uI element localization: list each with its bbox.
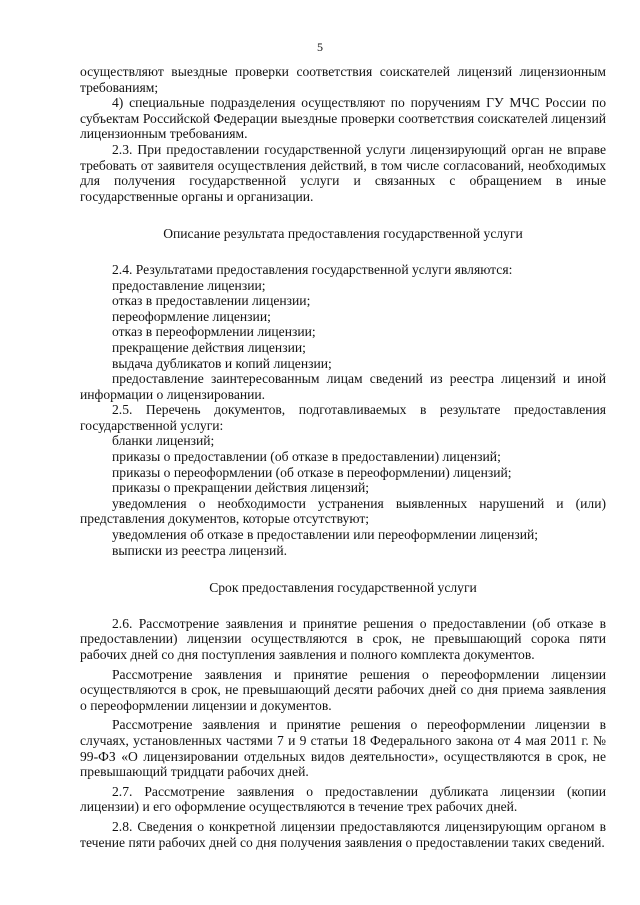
paragraph-2-5-intro: 2.5. Перечень документов, подготавливаемых в результате предоставления государственной услуги: [80, 402, 606, 433]
result-list-item: отказ в переоформлении лицензии; [112, 324, 316, 340]
paragraph-2-6: 2.6. Рассмотрение заявления и принятие решения о предоставлении (об отказе в предоставлении) лицензии осуществляются в срок, не превышающий сорока пяти рабочих дней со дня поступления заявления и полного комплекта документов. [80, 615, 606, 662]
section-heading-result: Описание результата предоставления государственной услуги [163, 226, 523, 242]
result-list-item: отказ в предоставлении лицензии; [112, 293, 311, 309]
paragraph-2-7: 2.7. Рассмотрение заявления о предоставлении дубликата лицензии (копии лицензии) и его оформление осуществляются в течение трех рабочих дней. [80, 783, 606, 815]
document-body [80, 64, 606, 850]
paragraph-2-8: 2.8. Сведения о конкретной лицензии предоставляются лицензирующим органом в течение пяти рабочих дней со дня получения заявления о предоставлении таких сведений. [80, 818, 606, 850]
document-list-item: уведомления об отказе в предоставлении или переоформлении лицензий; [112, 527, 539, 543]
paragraph-inspections-continued: осуществляют выездные проверки соответствия соискателей лицензий лицензионным требованиям; [80, 64, 606, 95]
paragraph-2-6-special-cases: Рассмотрение заявления и принятие решения о переоформлении лицензии в случаях, установленных частями 7 и 9 статьи 18 Федерального закона от 4 мая 2011 г. № 99-ФЗ «О лицензировании отдельных видов деятельности», осуществляются в срок, не превышающий тридцати рабочих дней. [80, 717, 606, 780]
paragraph-2-4-intro: 2.4. Результатами предоставления государственной услуги являются: [112, 261, 513, 277]
result-list-item: выдача дубликатов и копий лицензии; [112, 355, 332, 371]
document-list-item: бланки лицензий; [112, 433, 215, 449]
document-list-item: приказы о прекращении действия лицензий; [112, 480, 370, 496]
section-heading-term: Срок предоставления государственной услуги [209, 580, 477, 596]
document-list-item: приказы о переоформлении (об отказе в переоформлении) лицензий; [112, 464, 512, 480]
document-list-item: приказы о предоставлении (об отказе в предоставлении) лицензий; [112, 449, 501, 465]
result-list-item: предоставление заинтересованным лицам сведений из реестра лицензий и иной информации о лицензировании. [80, 371, 606, 402]
document-list-item: выписки из реестра лицензий. [112, 542, 287, 558]
paragraph-2-3: 2.3. При предоставлении государственной услуги лицензирующий орган не вправе требовать от заявителя осуществления действий, в том числе согласований, необходимых для получения государственной услуги и связанных с обращением в иные государственные органы и организации. [80, 141, 606, 204]
page-number: 5 [317, 40, 323, 54]
paragraph-2-6-reissue: Рассмотрение заявления и принятие решения о переоформлении лицензии осуществляются в срок, не превышающий десяти рабочих дней со дня приема заявления о переоформлении лицензии и документов. [80, 666, 606, 713]
paragraph-special-units: 4) специальные подразделения осуществляют по поручениям ГУ МЧС России по субъектам Российской Федерации выездные проверки соответствия соискателей лицензий лицензионным требованиям. [80, 95, 606, 142]
document-list-item: уведомления о необходимости устранения выявленных нарушений и (или) представления документов, которые отсутствуют; [80, 495, 606, 527]
result-list-item: переоформление лицензии; [112, 308, 271, 324]
result-list-item: предоставление лицензии; [112, 277, 266, 293]
result-list-item: прекращение действия лицензии; [112, 339, 306, 355]
